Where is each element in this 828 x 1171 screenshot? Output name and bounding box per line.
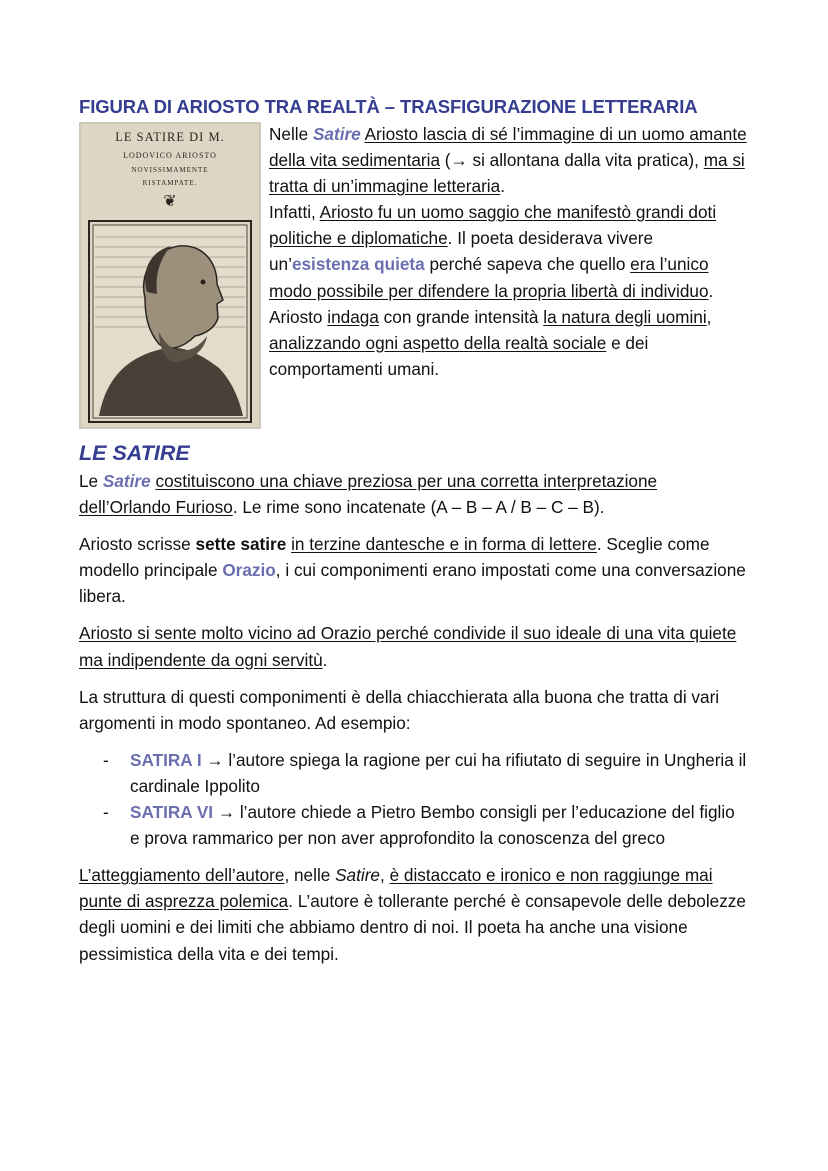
text-run: SATIRA I [130,749,202,770]
body-paragraphs [79,468,749,736]
paragraph [269,304,749,382]
cover-title-line-3: NOVISSIMAMENTE [131,166,209,174]
intro-text [269,121,749,429]
text-run: Infatti, [269,202,320,223]
text-run: Ariosto [269,306,328,327]
text-run: , nelle [284,865,336,886]
text-run: . Le rime sono incatenate (A – B – A / B – C – B). [232,497,605,518]
text-run: Ariosto scrisse [79,534,196,555]
text-run: Orazio [222,560,276,581]
text-run: . Il poeta desiderava vivere un’ [269,228,654,275]
text-run: , [706,306,712,327]
paragraph [269,199,749,303]
text-run: → l’autore spiega la ragione per cui ha rifiutato di seguire in Ungheria il cardinale Ippolito [130,749,747,796]
text-run: L’atteggiamento dell’autore [79,865,285,886]
text-run: . Sceglie come modello principale [79,534,710,581]
paragraph [79,620,749,672]
text-run: perché sapeva che quello [424,254,631,275]
list-item [79,747,749,799]
text-run: . L’autore è tollerante perché è consapevole delle debolezze degli uomini e dei limiti che abbiamo dentro di noi. Il poeta ha anche una visione pessimistica della vita e dei tempi. [79,891,746,964]
text-run: Nelle [269,124,313,144]
text-run: → l’autore chiede a Pietro Bembo consigli per l’educazione del figlio e prova rammarico per non aver approfondito la conoscenza del greco [130,802,735,849]
list-item [79,799,749,851]
document-page [79,96,749,978]
text-run: . [322,649,328,670]
text-run: Ariosto si sente molto vicino ad Orazio perché condivide il suo ideale di una vita quiete ma indipendente da ogni servitù [79,623,737,670]
text-run: con grande intensità [378,306,544,327]
text-run: esistenza quieta [291,254,425,275]
text-run: , [380,865,390,886]
intro-section [79,122,749,429]
text-run: costituiscono una chiave preziosa per una corretta interpretazione dell’Orlando Furioso [79,471,658,518]
text-run: . [500,176,505,197]
text-run: , i cui componimenti erano impostati come una conversazione libera. [79,560,746,607]
section-title: LE SATIRE [79,441,190,465]
text-run: indaga [327,306,379,327]
cover-ornament-icon: ❦ [163,191,177,210]
text-run: . [708,280,714,301]
text-run: è distaccato e ironico e non raggiunge mai punte di asprezza polemica [79,865,713,912]
text-run: sette satire [195,534,287,555]
text-run: Le [79,471,103,491]
text-run: Ariosto fu un uomo saggio che manifestò grandi doti politiche e diplomatiche [269,202,717,249]
paragraph [79,531,749,609]
text-run: La struttura di questi componimenti è della chiacchierata alla buona che tratta di vari argomenti in modo spontaneo. Ad esempio: [79,686,720,733]
list-dash: - [103,802,109,823]
satire-list [79,747,749,851]
text-run: Satire [335,865,380,886]
page-title: FIGURA DI ARIOSTO TRA REALTÀ – TRASFIGURAZIONE LETTERARIA [79,96,698,117]
text-run: Satire [102,471,151,491]
cover-title-line-1: LE SATIRE DI M. [115,130,225,144]
closing-paragraphs [79,862,749,966]
text-run: SATIRA VI [130,802,214,823]
text-run: ma si tratta di un’immagine letteraria [269,150,745,197]
text-run: era l’unico modo possibile per difendere la propria libertà di individuo [269,254,709,301]
paragraph [79,684,749,736]
text-run: la natura degli uomini [543,306,707,327]
text-run: Satire [312,124,361,144]
text-run: analizzando ogni aspetto della realtà sociale [269,332,607,353]
paragraph [269,121,749,199]
text-run: Ariosto lascia di sé l’immagine di un uomo amante della vita sedimentaria [269,124,747,171]
paragraph [79,468,749,520]
paragraph [79,862,749,966]
list-dash: - [103,749,109,770]
cover-title-line-2: LODOVICO ARIOSTO [123,151,217,160]
text-run: e dei comportamenti umani. [269,332,649,379]
book-cover-image [79,122,261,429]
cover-title-line-4: RISTAMPATE. [142,179,198,187]
text-run: (→ si allontana dalla vita pratica), [440,150,704,171]
text-run: in terzine dantesche e in forma di lettere [291,534,597,555]
